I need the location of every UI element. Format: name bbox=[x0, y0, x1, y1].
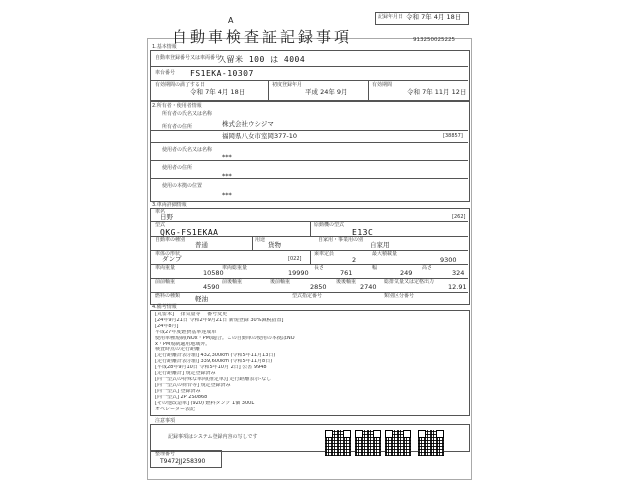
engine-value: E13C bbox=[352, 228, 374, 237]
notice-header: 注意事項 bbox=[155, 418, 176, 424]
class-label: 類別区分番号 bbox=[384, 293, 415, 299]
owner-name-label: 所有者の氏名又は名称 bbox=[162, 111, 213, 117]
code-label: 整理番号 bbox=[155, 451, 176, 457]
qr-code-3 bbox=[385, 430, 411, 456]
remark-line: [平成28年9月10日 令和5年10月 2日] 公害 9948 bbox=[155, 365, 267, 371]
expiry-label: 有効期間 bbox=[372, 82, 393, 88]
front-value: 4590 bbox=[203, 283, 220, 291]
chassis-label: 車台番号 bbox=[155, 70, 176, 76]
doc-mark: A bbox=[228, 16, 234, 25]
disp-label: 総排気量又は定格出力 bbox=[384, 279, 435, 285]
validity-value: 令和 7年 4月 18日 bbox=[190, 88, 246, 96]
remark-line: 検査時点の走行距離 bbox=[155, 347, 201, 353]
qr-code-1 bbox=[325, 430, 351, 456]
expiry-value: 令和 7年 11月 12日 bbox=[407, 88, 467, 96]
spec-label: 型式指定番号 bbox=[292, 293, 323, 299]
remark-line: [同一型式] 登録済み bbox=[155, 388, 201, 394]
remark-line: [24年9月21日 令和2年9月21日 新規登録 30%減税措置] bbox=[155, 317, 284, 323]
weight-label: 車両重量 bbox=[155, 265, 176, 271]
remark-line: オペレーター表記 bbox=[155, 406, 196, 412]
section-4-header: 4.備考情報 bbox=[152, 304, 177, 310]
remark-line: [丸留米] 排気量等 番号変更 bbox=[155, 312, 228, 317]
use-value: 貨物 bbox=[268, 241, 281, 249]
issue-date: 令和 7年 4月 18日 bbox=[406, 13, 462, 21]
remark-line: [同一型式の荷台等] 規定登録済み bbox=[155, 382, 231, 388]
code-value: T9472JJ258390 bbox=[160, 458, 206, 465]
remark-line: x・PM規制適用地域外。 bbox=[155, 341, 211, 347]
disp-value: 12.91 bbox=[448, 283, 467, 291]
type-label: 自動車の種別 bbox=[155, 237, 186, 243]
width-value: 249 bbox=[400, 269, 413, 277]
height-value: 324 bbox=[452, 269, 465, 277]
qr-code-4 bbox=[418, 430, 444, 456]
reg-value: 久留米 100 は 4004 bbox=[218, 55, 306, 64]
cap-value: 2 bbox=[352, 256, 357, 264]
base-value: *** bbox=[222, 191, 232, 199]
front2-label: 前後軸重 bbox=[222, 279, 243, 285]
section-2-header: 2.所有者・使用者情報 bbox=[152, 103, 202, 109]
weight-value: 10580 bbox=[203, 269, 224, 277]
owner-addr-label: 所有者の住所 bbox=[162, 124, 193, 130]
body-label: 車体の形状 bbox=[155, 251, 181, 257]
base-label: 使用の本拠の位置 bbox=[162, 183, 203, 189]
len-label: 長さ bbox=[314, 265, 325, 271]
model-value: QKG-FS1EKAA bbox=[160, 228, 219, 237]
first-reg-label: 初度登録年月 bbox=[272, 82, 303, 88]
remark-line: [走行距離計] 規定登録済み bbox=[155, 371, 216, 377]
validity-label: 有効期間の満了する日 bbox=[155, 82, 206, 88]
maker-value: 日野 bbox=[160, 213, 173, 221]
section-3-header: 3.車両詳細情報 bbox=[152, 202, 187, 208]
reg-label: 自動車登録番号又は車両番号 bbox=[155, 55, 221, 61]
max-load-value: 9300 bbox=[440, 256, 457, 264]
remark-line: 使用車種規制(NOx・PM)適合。この自動車の使用の本拠はNO bbox=[155, 335, 295, 341]
owner-name-value: 株式会社ウシジマ bbox=[222, 120, 274, 128]
first-reg-value: 平成 24年 9月 bbox=[305, 88, 348, 96]
rear1-label: 後前軸重 bbox=[270, 279, 291, 285]
body-code: [022] bbox=[288, 256, 302, 262]
body-value: ダンプ bbox=[162, 255, 182, 263]
remark-line: [その他改造車] (920) 燃料タンク 1個 300L bbox=[155, 400, 255, 406]
remark-line: 平成27年度燃費基準達成車 bbox=[155, 329, 217, 335]
private-label: 自家用・事業用の別 bbox=[318, 237, 364, 243]
chassis-value: FS1EKA-10307 bbox=[190, 69, 254, 78]
type-value: 普通 bbox=[195, 241, 208, 249]
len-value: 761 bbox=[340, 269, 353, 277]
model-label: 型式 bbox=[155, 222, 166, 228]
use-label: 用途 bbox=[255, 237, 266, 243]
issue-date-label: 記録年月日 bbox=[378, 14, 404, 20]
user-addr-value: *** bbox=[222, 172, 232, 180]
user-addr-label: 使用者の住所 bbox=[162, 165, 193, 171]
height-label: 高さ bbox=[422, 265, 433, 271]
document-title: 自動車検査証記録事項 bbox=[172, 28, 353, 46]
remarks-list bbox=[155, 312, 465, 412]
owner-addr-value: 福岡県八女市室岡377-10 bbox=[222, 132, 298, 140]
remark-line: [走行距離計表示値] 432,300km (令和5年11月13日) bbox=[155, 353, 276, 359]
remark-line: [走行距離計表示値] 339,600km (令和5年11月8日) bbox=[155, 359, 273, 365]
section-1-header: 1.基本情報 bbox=[152, 44, 177, 50]
rear2-value: 2740 bbox=[360, 283, 377, 291]
engine-label: 原動機の型式 bbox=[314, 222, 345, 228]
fuel-value: 軽油 bbox=[195, 295, 208, 303]
maker-code: [262] bbox=[452, 214, 466, 220]
notice-text: 記録事項はシステム登録内容の写しです bbox=[168, 434, 258, 440]
user-name-label: 使用者の氏名又は名称 bbox=[162, 147, 213, 153]
rear1-value: 2850 bbox=[310, 283, 327, 291]
user-name-value: *** bbox=[222, 153, 232, 161]
rear2-label: 後後軸重 bbox=[336, 279, 357, 285]
remark-line: [同一型式の特殊な車両(推定車)] 走行距離表示-なし bbox=[155, 376, 272, 382]
gross-value: 19990 bbox=[288, 269, 309, 277]
qr-code-2 bbox=[355, 430, 381, 456]
gross-label: 車両総重量 bbox=[222, 265, 248, 271]
remark-line: [24年8月] bbox=[155, 323, 179, 329]
fuel-label: 燃料の種類 bbox=[155, 293, 181, 299]
owner-code: [38857] bbox=[443, 133, 463, 139]
cap-label: 乗車定員 bbox=[314, 251, 335, 257]
private-value: 自家用 bbox=[370, 241, 390, 249]
maker-label: 車名 bbox=[155, 209, 166, 215]
front-label: 前前軸重 bbox=[155, 279, 176, 285]
width-label: 幅 bbox=[372, 265, 378, 271]
serial-number: 913250025225 bbox=[413, 37, 455, 43]
max-load-label: 最大積載量 bbox=[372, 251, 398, 257]
remark-line: [同一型式] 2P 2S0868 bbox=[155, 394, 208, 400]
